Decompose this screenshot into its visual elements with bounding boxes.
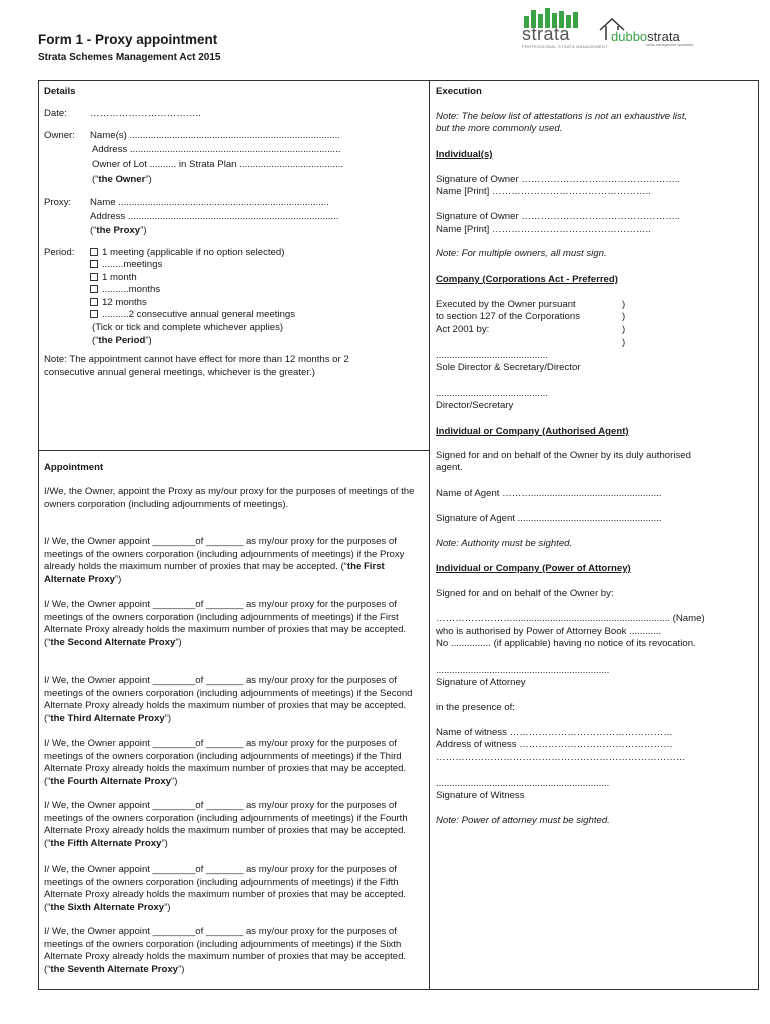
alternate-proxy-3: I/ We, the Owner appoint ________of _______ as my/our proxy for the purposes of meetings of the owners corporation (including adjournments of meetings) if the Second Alternate Proxy already holds the maximum number of proxies that may be accepted. (“the Third Alternate Proxy”) — [44, 675, 413, 724]
bracket: ) — [622, 337, 626, 348]
witness-address-field[interactable]: Address of witness ………………………………………… — [436, 739, 673, 750]
proxy-name-field[interactable]: Name ............................................................................... — [90, 197, 329, 208]
alternate-proxy-2: I/ We, the Owner appoint ________of _______ as my/our proxy for the purposes of meetings of the owners corporation (including adjournments of meetings) if the First Alternate Proxy already holds the maximum number of proxies that may be accepted. (“the Second Alternate Proxy”) — [44, 599, 407, 648]
executed-line2: to section 127 of the Corporations — [436, 311, 580, 322]
witness-signature-label: Signature of Witness — [436, 790, 525, 801]
period-option-6[interactable]: ..........2 consecutive annual general meetings — [90, 309, 295, 322]
checkbox[interactable] — [90, 273, 98, 281]
owner-signature-1[interactable]: Signature of Owner ………………………………………….. — [436, 174, 681, 185]
details-note-line1: Note: The appointment cannot have effect for more than 12 months or 2 — [44, 354, 349, 365]
witness-name-field[interactable]: Name of witness …………………………………………… — [436, 727, 673, 738]
owner-lot-field[interactable]: Owner of Lot .......... in Strata Plan ....................................... — [92, 159, 344, 170]
dubbo-logo-word: dubbostrata — [611, 29, 680, 44]
details-heading: Details — [44, 86, 76, 97]
proxy-tag: (“the Proxy”) — [90, 225, 147, 236]
attorney-signature-line[interactable]: ................................................................. — [436, 665, 610, 676]
period-tag: (“the Period”) — [92, 335, 152, 346]
checkbox[interactable] — [90, 298, 98, 306]
dubbo-strata-logo — [598, 16, 694, 47]
proxy-address-field[interactable]: Address ............................................................................... — [90, 211, 339, 222]
owner-name-print-2[interactable]: Name [Print] ………………………………………….. — [436, 224, 651, 235]
checkbox[interactable] — [90, 310, 98, 318]
poa-signed: Signed for and on behalf of the Owner by: — [436, 588, 614, 599]
poa-authorised[interactable]: who is authorised by Power of Attorney Book ............ — [436, 626, 662, 637]
executed-line3: Act 2001 by: — [436, 324, 490, 335]
appointment-intro: I/We, the Owner, appoint the Proxy as my/our proxy for the purposes of meetings of the owners corporation (including adjournments of meetings). — [44, 486, 415, 510]
poa-name-field[interactable]: ……………………........................................................... (Name) — [436, 613, 705, 624]
form-subtitle: Strata Schemes Management Act 2015 — [38, 52, 221, 63]
owner-address-field[interactable]: Address ............................................................................... — [92, 144, 341, 155]
checkbox[interactable] — [90, 285, 98, 293]
period-option-1[interactable]: 1 meeting (applicable if no option selected) — [90, 247, 284, 260]
date-field[interactable]: …………………………….. — [90, 108, 201, 119]
period-label: Period: — [44, 247, 75, 258]
poa-heading: Individual or Company (Power of Attorney) — [436, 563, 631, 574]
multiple-owners-note: Note: For multiple owners, all must sign. — [436, 248, 607, 259]
bracket: ) — [622, 311, 626, 322]
sole-director-label: Sole Director & Secretary/Director — [436, 362, 581, 373]
execution-heading: Execution — [436, 86, 482, 97]
director-secretary-signature-line[interactable]: .......................................... — [436, 388, 548, 399]
section-divider — [38, 450, 429, 451]
period-option-4[interactable]: ..........months — [90, 284, 160, 297]
details-note-line2: consecutive annual general meetings, whichever is the greater.) — [44, 367, 315, 378]
checkbox[interactable] — [90, 248, 98, 256]
witness-address-field-2[interactable]: …………………………………………………………………… — [436, 752, 686, 763]
alternate-proxy-1: I/ We, the Owner appoint ________of _______ as my/our proxy for the purposes of meetings of the owners corporation (including adjournments of meetings) if the Proxy already holds the maximum number of proxies that may be accepted. (“the First Alternate Proxy”) — [44, 536, 405, 585]
strata-logo-tag: PROFESSIONAL STRATA MANAGEMENT — [522, 44, 608, 49]
alternate-proxy-4: I/ We, the Owner appoint ________of _______ as my/our proxy for the purposes of meetings of the owners corporation (including adjournments of meetings) if the Third Alternate Proxy already holds the maximum number of proxies that may be accepted. (“the Fourth Alternate Proxy”) — [44, 738, 407, 787]
strata-logo — [518, 8, 608, 49]
agent-name-field[interactable]: Name of Agent ………................................................. — [436, 488, 662, 499]
sole-director-signature-line[interactable]: .......................................... — [436, 350, 548, 361]
agent-signature-field[interactable]: Signature of Agent ...................................................... — [436, 513, 662, 524]
owner-names-field[interactable]: Name(s) ............................................................................... — [90, 130, 341, 141]
poa-note: Note: Power of attorney must be sighted. — [436, 815, 610, 826]
agent-signed-line1: Signed for and on behalf of the Owner by its duly authorised — [436, 450, 691, 461]
agent-note: Note: Authority must be sighted. — [436, 538, 573, 549]
witness-signature-line[interactable]: ................................................................. — [436, 778, 610, 789]
poa-no[interactable]: No ............... (if applicable) having no notice of its revocation. — [436, 638, 696, 649]
alternate-proxy-5: I/ We, the Owner appoint ________of _______ as my/our proxy for the purposes of meetings of the owners corporation (including adjournments of meetings) if the Fourth Alternate Proxy already holds the maximum number of proxies that may be accepted. (“the Fifth Alternate Proxy”) — [44, 800, 408, 849]
attorney-signature-label: Signature of Attorney — [436, 677, 526, 688]
bracket: ) — [622, 324, 626, 335]
period-instruction: (Tick or tick and complete whichever applies) — [92, 322, 284, 333]
bracket: ) — [622, 299, 626, 310]
owner-tag: (“the Owner”) — [92, 174, 152, 185]
date-label: Date: — [44, 108, 67, 119]
presence-of: in the presence of: — [436, 702, 515, 713]
period-option-2[interactable]: ........meetings — [90, 259, 162, 272]
company-heading: Company (Corporations Act - Preferred) — [436, 274, 618, 285]
owner-name-print-1[interactable]: Name [Print] ………………………………………….. — [436, 186, 651, 197]
director-secretary-label: Director/Secretary — [436, 400, 514, 411]
execution-note-line1: Note: The below list of attestations is not an exhaustive list, — [436, 111, 688, 122]
proxy-label: Proxy: — [44, 197, 72, 208]
alternate-proxy-6: I/ We, the Owner appoint ________of _______ as my/our proxy for the purposes of meetings of the owners corporation (including adjournments of meetings) if the Fifth Alternate Proxy already holds the maximum number of proxies that may be accepted. (“the Sixth Alternate Proxy”) — [44, 864, 407, 913]
owner-label: Owner: — [44, 130, 75, 141]
agent-heading: Individual or Company (Authorised Agent) — [436, 426, 629, 437]
agent-signed-line2: agent. — [436, 462, 463, 473]
individual-heading: Individual(s) — [436, 149, 493, 160]
alternate-proxy-7: I/ We, the Owner appoint ________of _______ as my/our proxy for the purposes of meetings of the owners corporation (including adjournments of meetings) if the Sixth Alternate Proxy already holds the maximum number of proxies that may be accepted. (“the Seventh Alternate Proxy”) — [44, 926, 407, 975]
form-title: Form 1 - Proxy appointment — [38, 32, 218, 47]
execution-note-line2: but the more commonly used. — [436, 123, 563, 134]
strata-logo-word: strata — [522, 24, 571, 44]
executed-line1: Executed by the Owner pursuant — [436, 299, 576, 310]
checkbox[interactable] — [90, 260, 98, 268]
dubbo-logo-tag: strata management specialists — [646, 43, 694, 47]
period-option-5[interactable]: 12 months — [90, 297, 147, 310]
column-divider — [429, 80, 430, 990]
appointment-heading: Appointment — [44, 462, 104, 473]
owner-signature-2[interactable]: Signature of Owner ………………………………………….. — [436, 211, 681, 222]
period-option-3[interactable]: 1 month — [90, 272, 137, 285]
